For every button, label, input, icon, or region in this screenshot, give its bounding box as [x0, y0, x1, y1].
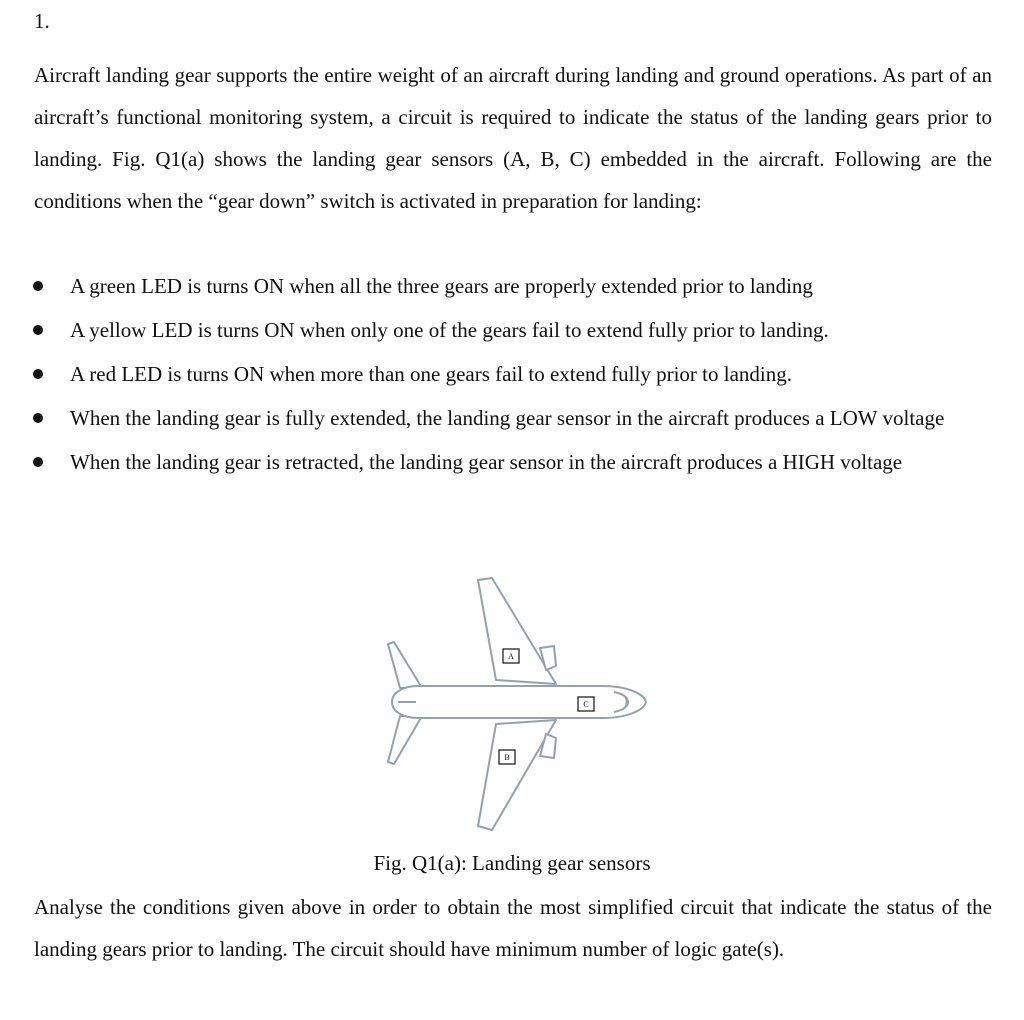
- aircraft-diagram: [370, 574, 660, 834]
- upper-wing: [478, 578, 556, 684]
- condition-text: When the landing gear is retracted, the landing gear sensor in the aircraft produces a HIGH voltage: [70, 450, 903, 474]
- condition-text: A red LED is turns ON when more than one gears fail to extend fully prior to landing.: [70, 362, 792, 386]
- figure-caption: Fig. Q1(a): Landing gear sensors: [373, 851, 651, 875]
- bullet-dot-icon: [33, 281, 43, 291]
- condition-text: When the landing gear is fully extended, the landing gear sensor in the aircraft produces a LOW voltage: [70, 406, 945, 430]
- sensor-c-label: C: [583, 700, 589, 709]
- bullet-dot-icon: [33, 413, 43, 423]
- condition-text: A green LED is turns ON when all the three gears are properly extended prior to landing: [70, 274, 813, 298]
- condition-item: [0, 265, 992, 307]
- bullet-dot-icon: [33, 325, 43, 335]
- sensor-b-label: B: [504, 753, 510, 762]
- intro-paragraph: Aircraft landing gear supports the entire weight of an aircraft during landing and ground operations. As part of an aircraft’s functional monitoring system, a circuit is required to indicate the status of the landing gears prior to landing. Fig. Q1(a) shows the landing gear sensors (A, B, C) embedded in the aircraft. Following are the conditions when the “gear down” switch is activated in preparation for landing:: [34, 63, 992, 213]
- fuselage: [392, 686, 646, 718]
- condition-item: [0, 353, 992, 395]
- sensor-b-box: [499, 750, 515, 764]
- upper-tail-fin: [388, 642, 422, 688]
- conditions-list: [0, 265, 1024, 485]
- condition-item: [0, 397, 992, 439]
- condition-item: [0, 441, 992, 483]
- sensor-a-label: A: [508, 652, 514, 661]
- outro-paragraph: Analyse the conditions given above in order to obtain the most simplified circuit that indicate the status of the landing gears prior to landing. The circuit should have minimum number of logic gate(s).: [34, 895, 992, 961]
- bullet-dot-icon: [33, 369, 43, 379]
- condition-item: [0, 309, 992, 351]
- aircraft-figure: [370, 574, 660, 834]
- sensor-a-box: [503, 649, 519, 663]
- lower-tail-fin: [388, 716, 422, 764]
- sensor-c-box: [578, 697, 594, 711]
- bullet-dot-icon: [33, 457, 43, 467]
- question-number: 1.: [34, 9, 50, 33]
- condition-text: A yellow LED is turns ON when only one of the gears fail to extend fully prior to landing.: [70, 318, 829, 342]
